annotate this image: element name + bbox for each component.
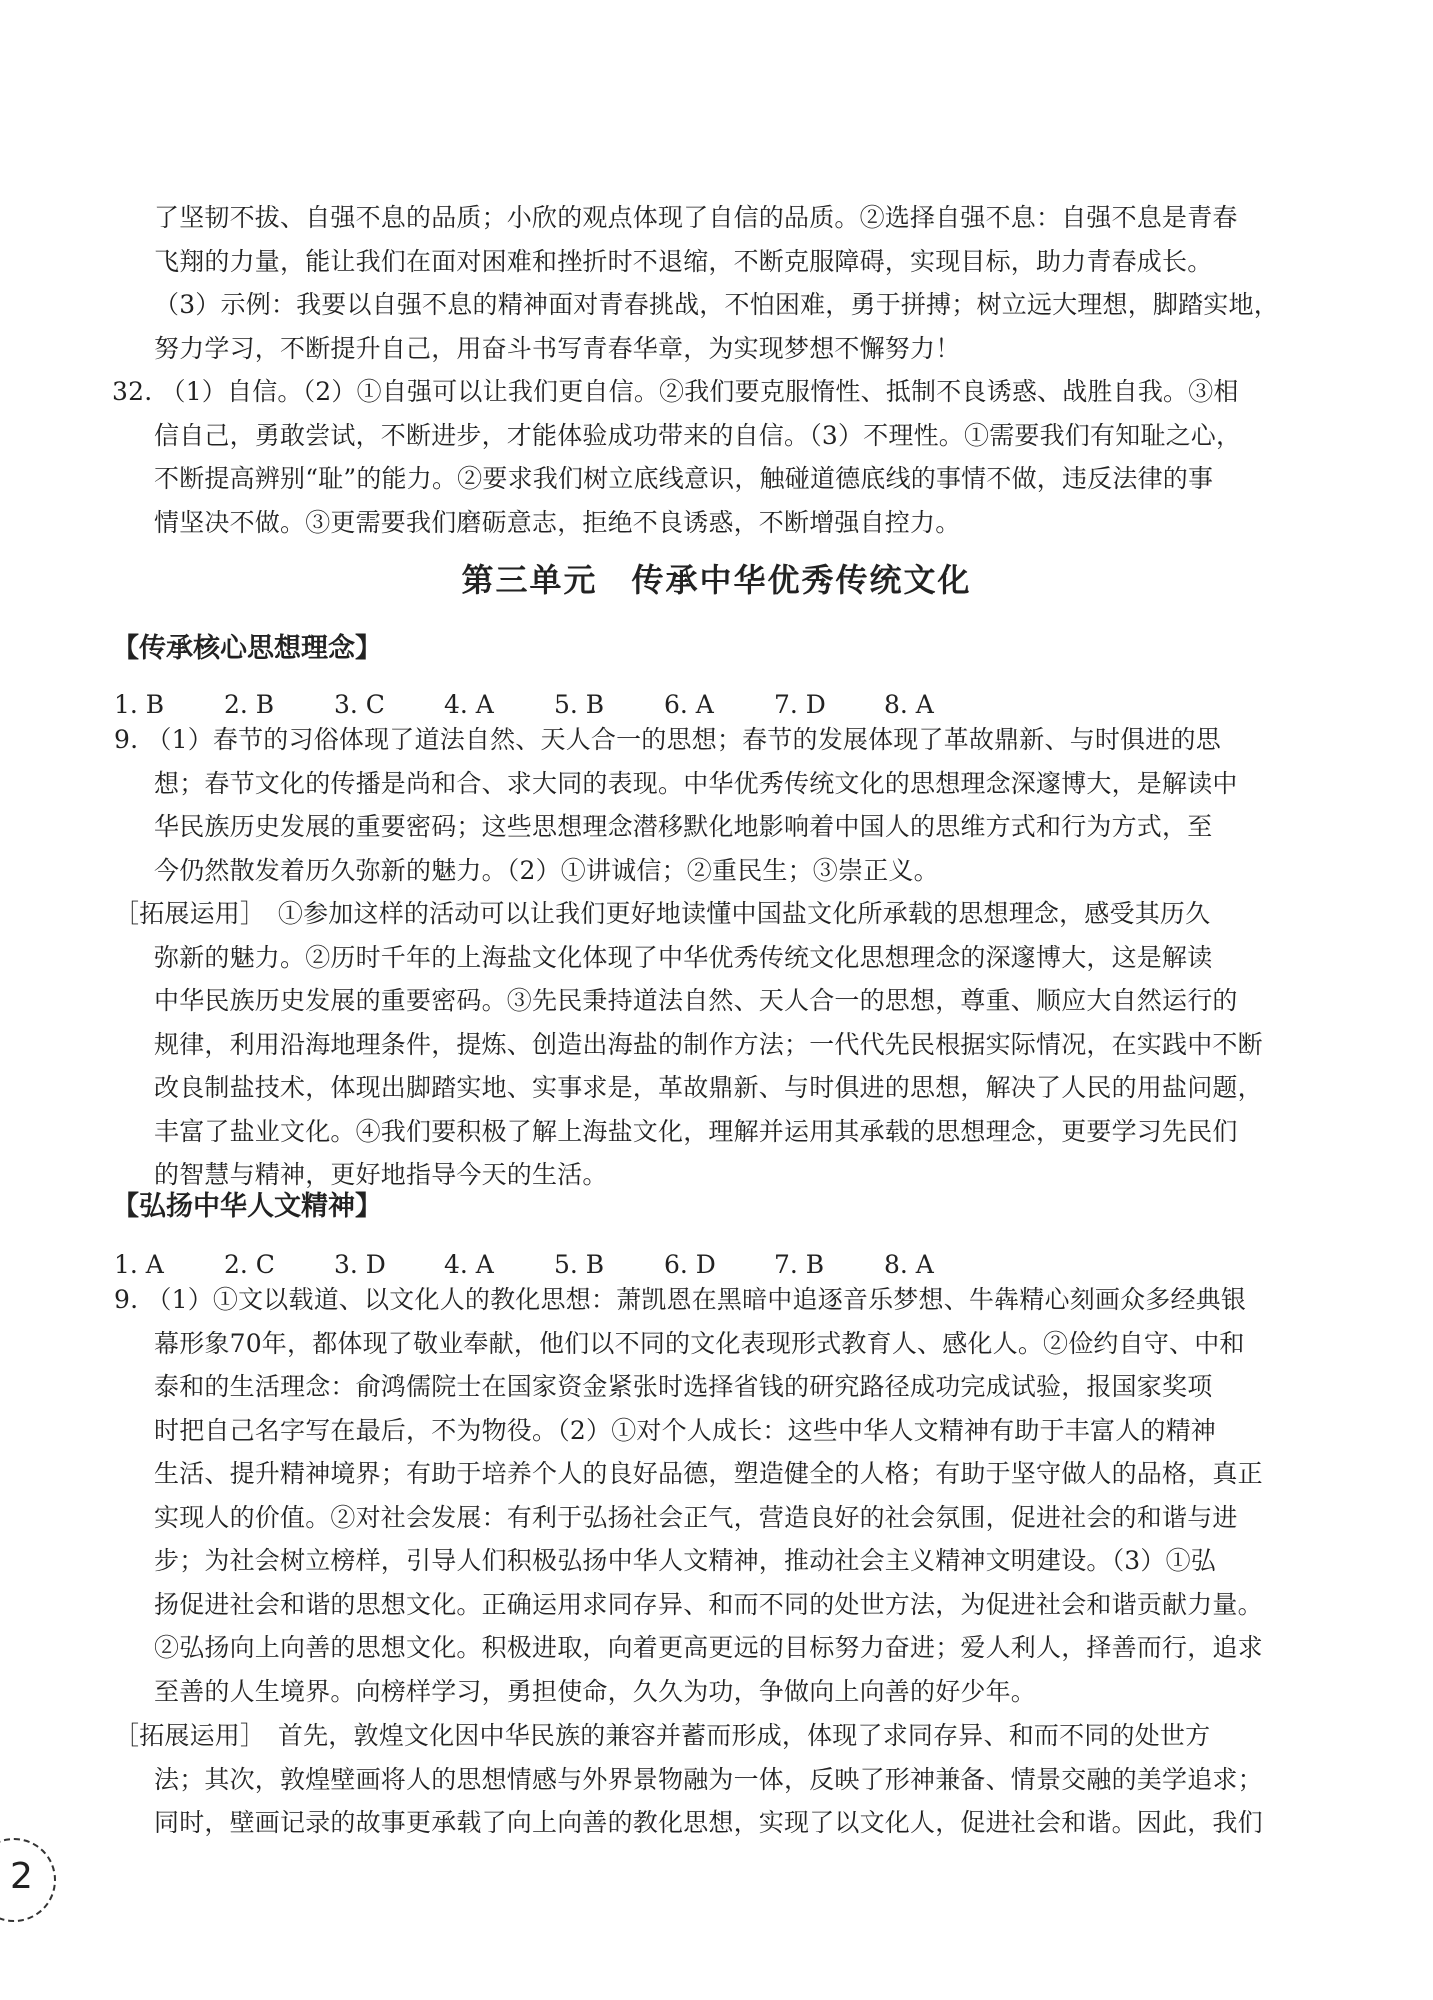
choice-answer: 1. B — [114, 690, 165, 719]
text-line: 法；其次，敦煌壁画将人的思想情感与外界景物融为一体，反映了形神兼备、情景交融的美学追求； — [154, 1764, 1263, 1794]
text-line: ②弘扬向上向善的思想文化。积极进取，向着更高更远的目标努力奋进；爱人利人，择善而行，追求 — [154, 1633, 1263, 1662]
text-line: 9. （1）①文以载道、以文化人的教化思想：萧凯恩在黑暗中追逐音乐梦想、牛犇精心刻画众多经典银 — [114, 1285, 1247, 1314]
choice-answer: 8. A — [884, 1250, 934, 1279]
question-32 — [112, 370, 1242, 544]
choice-answer: 5. B — [554, 1250, 605, 1279]
section1-question-9 — [114, 718, 1238, 892]
text-line: 改良制盐技术，体现出脚踏实地、实事求是，革故鼎新、与时俱进的思想，解决了人民的用盐问题， — [154, 1073, 1263, 1102]
text-line: ［拓展运用］ 首先，敦煌文化因中华民族的兼容并蓄而形成，体现了求同存异、和而不同的处世方 — [114, 1721, 1211, 1750]
text-line: 丰富了盐业文化。④我们要积极了解上海盐文化，理解并运用其承载的思想理念，更要学习先民们 — [154, 1116, 1238, 1146]
text-line: 幕形象70年，都体现了敬业奉献，他们以不同的文化表现形式教育人、感化人。②俭约自守、中和 — [154, 1328, 1245, 1358]
unit-title: 第三单元 传承中华优秀传统文化 — [461, 561, 972, 599]
text-line: 努力学习，不断提升自己，用奋斗书写青春华章，为实现梦想不懈努力！ — [154, 333, 961, 363]
text-line: 想；春节文化的传播是尚和合、求大同的表现。中华优秀传统文化的思想理念深邃博大，是解读中 — [154, 768, 1238, 798]
choice-answer: 6. A — [664, 690, 714, 719]
text-line: 时把自己名字写在最后，不为物役。（2）①对个人成长：这些中华人文精神有助于丰富人的精神 — [154, 1415, 1217, 1445]
text-line: 不断提高辨别“耻”的能力。②要求我们树立底线意识，触碰道德底线的事情不做，违反法律的事 — [154, 464, 1214, 493]
text-line: 今仍然散发着历久弥新的魅力。（2）①讲诚信；②重民生；③崇正义。 — [154, 855, 939, 885]
choice-answer: 2. C — [224, 1250, 275, 1279]
text-line: 规律，利用沿海地理条件，提炼、创造出海盐的制作方法；一代代先民根据实际情况，在实践中不断 — [154, 1029, 1263, 1059]
text-line: 泰和的生活理念：俞鸿儒院士在国家资金紧张时选择省钱的研究路径成功完成试验，报国家奖项 — [154, 1372, 1213, 1401]
choice-answer: 4. A — [444, 690, 494, 719]
text-line: （3）示例：我要以自强不息的精神面对青春挑战，不怕困难，勇于拼搏；树立远大理想，脚踏实地， — [154, 290, 1279, 319]
choice-answer: 7. B — [774, 1250, 825, 1279]
text-line: 至善的人生境界。向榜样学习，勇担使命，久久为功，争做向上向善的好少年。 — [154, 1676, 1037, 1706]
text-line: 了坚韧不拔、自强不息的品质；小欣的观点体现了自信的品质。②选择自强不息：自强不息是青春 — [154, 203, 1238, 232]
text-line: 信自己，勇敢尝试，不断进步，才能体验成功带来的自信。（3）不理性。①需要我们有知耻之心， — [154, 420, 1242, 450]
text-line: 实现人的价值。②对社会发展：有利于弘扬社会正气，营造良好的社会氛围，促进社会的和谐与进 — [154, 1502, 1238, 1532]
choice-answer: 5. B — [554, 690, 605, 719]
choice-answer: 2. B — [224, 690, 275, 719]
section1-extension — [114, 892, 1263, 1197]
text-line: 华民族历史发展的重要密码；这些思想理念潜移默化地影响着中国人的思维方式和行为方式，至 — [154, 812, 1213, 841]
text-line: 同时，壁画记录的故事更承载了向上向善的教化思想，实现了以文化人，促进社会和谐。因此，我们 — [154, 1808, 1263, 1837]
text-line: 中华民族历史发展的重要密码。③先民秉持道法自然、天人合一的思想，尊重、顺应大自然运行的 — [154, 986, 1238, 1015]
choice-answers — [114, 690, 994, 719]
choice-answer: 8. A — [884, 690, 934, 719]
text-line: 扬促进社会和谐的思想文化。正确运用求同存异、和而不同的处世方法，为促进社会和谐贡献力量。 — [154, 1589, 1263, 1619]
choice-answer: 3. C — [334, 690, 385, 719]
section-heading: 【弘扬中华人文精神】 — [112, 1191, 382, 1222]
text-line: 9. （1）春节的习俗体现了道法自然、天人合一的思想；春节的发展体现了革故鼎新、与时俱进的思 — [114, 725, 1221, 754]
choice-answer: 3. D — [334, 1250, 386, 1279]
section-heading: 【传承核心思想理念】 — [112, 633, 382, 664]
choice-answer: 1. A — [114, 1250, 164, 1279]
text-line: 生活、提升精神境界；有助于培养个人的良好品德，塑造健全的人格；有助于坚守做人的品格，真正 — [154, 1459, 1263, 1488]
text-line: ［拓展运用］ ①参加这样的活动可以让我们更好地读懂中国盐文化所承载的思想理念，感受其历久 — [114, 899, 1211, 928]
text-line: 飞翔的力量，能让我们在面对困难和挫折时不退缩，不断克服障碍，实现目标，助力青春成长。 — [154, 246, 1213, 276]
continuation-block — [114, 196, 1279, 370]
page-number: 2 — [10, 1856, 33, 1897]
choice-answers — [114, 1250, 994, 1279]
text-line: 情坚决不做。③更需要我们磨砺意志，拒绝不良诱惑，不断增强自控力。 — [154, 507, 961, 537]
section2-question-9 — [114, 1278, 1263, 1713]
text-line: 弥新的魅力。②历时千年的上海盐文化体现了中华优秀传统文化思想理念的深邃博大，这是解读 — [154, 942, 1213, 972]
text-line: 32. （1）自信。（2）①自强可以让我们更自信。②我们要克服惰性、抵制不良诱惑、战胜自我。③相 — [112, 377, 1239, 406]
text-line: 步；为社会树立榜样，引导人们积极弘扬中华人文精神，推动社会主义精神文明建设。（3）①弘 — [154, 1546, 1217, 1575]
text-line: 的智慧与精神，更好地指导今天的生活。 — [154, 1160, 608, 1189]
choice-answer: 6. D — [664, 1250, 716, 1279]
choice-answer: 7. D — [774, 690, 826, 719]
choice-answer: 4. A — [444, 1250, 494, 1279]
section2-extension — [114, 1714, 1263, 1845]
